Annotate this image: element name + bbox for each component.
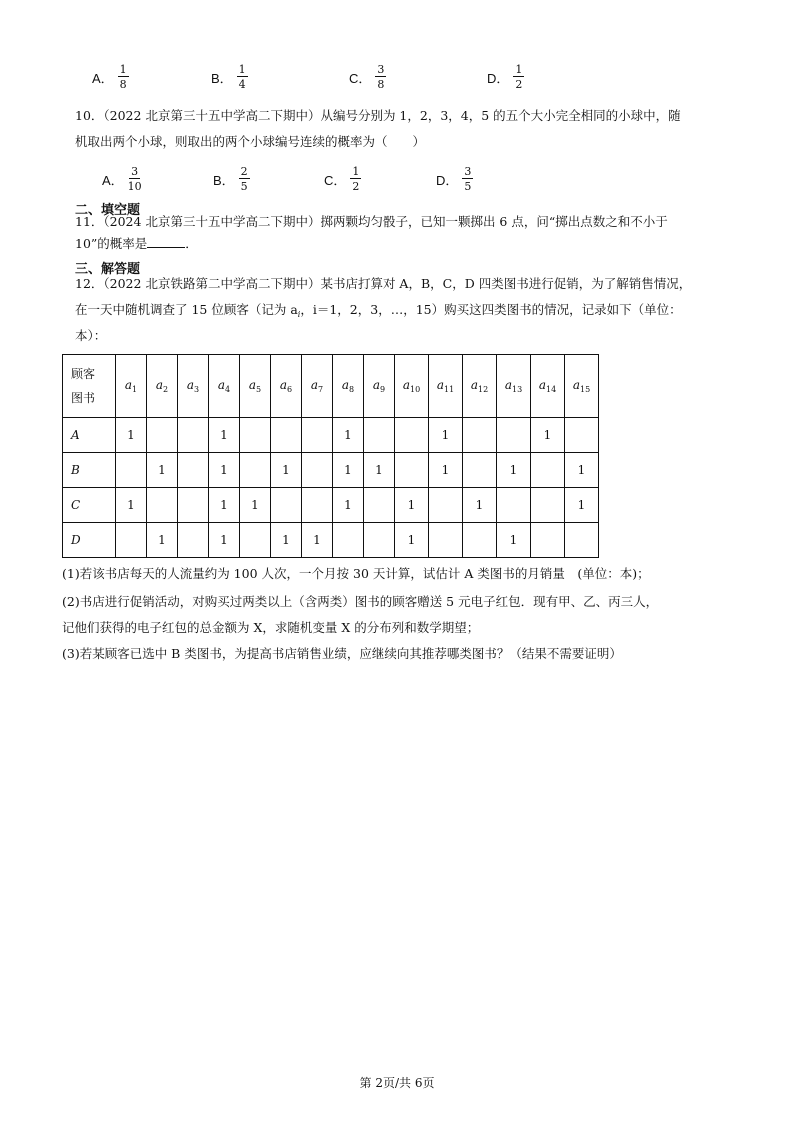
table-cell — [240, 453, 271, 488]
table-cell: 1 — [209, 488, 240, 523]
table-cell: 1 — [209, 453, 240, 488]
table-row — [63, 488, 599, 523]
table-corner: 顾客 图书 — [63, 355, 116, 418]
q10-option-b-fraction: $\frac{2}{5}$ — [240, 165, 248, 193]
table-cell: 1 — [209, 418, 240, 453]
table-cell: 1 — [429, 453, 463, 488]
q11-line1: 11．（2024 北京第三十五中学高二下期中）掷两颗均匀骰子，已知一颗掷出 6 点，问“掷出点数之和不小于 — [75, 214, 668, 229]
table-cell: 1 — [240, 488, 271, 523]
table-cell — [116, 523, 147, 558]
table-cell: 1 — [333, 418, 364, 453]
table-cell — [463, 523, 497, 558]
table-col-header: $a_{15}$ — [565, 355, 599, 418]
q9-option-c-fraction: $\frac{3}{8}$ — [377, 63, 385, 91]
table-cell — [429, 488, 463, 523]
table-cell: 1 — [271, 453, 302, 488]
table-row-header: A — [63, 418, 116, 453]
table-cell — [116, 453, 147, 488]
table-cell — [364, 488, 395, 523]
table-cell: 1 — [147, 523, 178, 558]
table-cell: 1 — [463, 488, 497, 523]
table-cell — [364, 418, 395, 453]
table-cell: 1 — [302, 523, 333, 558]
q10-line2: 机取出两个小球，则取出的两个小球编号连续的概率为（ ） — [75, 134, 426, 149]
q10-option-a: A． $\frac{3}{10}$ — [102, 165, 142, 193]
purchase-record-table — [62, 354, 599, 558]
table-cell — [497, 418, 531, 453]
table-header-row — [63, 355, 599, 418]
q12-line3: 本）： — [75, 328, 107, 343]
table-cell — [429, 523, 463, 558]
table-col-header: $a_3$ — [178, 355, 209, 418]
q9-option-b: B． $\frac{1}{4}$ — [211, 63, 246, 91]
q11-line2: 10”的概率是 ． — [75, 236, 198, 251]
q9-option-a-fraction: $\frac{1}{8}$ — [119, 63, 127, 91]
table-col-header: $a_9$ — [364, 355, 395, 418]
table-col-header: $a_{12}$ — [463, 355, 497, 418]
table-row — [63, 523, 599, 558]
table-cell: 1 — [333, 453, 364, 488]
table-cell — [531, 523, 565, 558]
q9-option-d-fraction: $\frac{1}{2}$ — [515, 63, 523, 91]
table-cell: 1 — [364, 453, 395, 488]
table-cell — [531, 488, 565, 523]
q12-line2: 在一天中随机调查了 15 位顾客（记为 $a_i$，i＝1，2，3，…，15）购买这四类图书的情况，记录如下（单位： — [75, 302, 682, 319]
q10-option-b: B． $\frac{2}{5}$ — [213, 165, 248, 193]
section-heading-fill-in: 二、填空题 — [75, 202, 141, 217]
q9-option-d: D． $\frac{1}{2}$ — [487, 63, 523, 91]
q9-option-b-fraction: $\frac{1}{4}$ — [238, 63, 246, 91]
table-cell: 1 — [209, 523, 240, 558]
table-cell — [147, 488, 178, 523]
table-cell — [240, 418, 271, 453]
table-cell — [178, 523, 209, 558]
q12-line1: 12．（2022 北京铁路第二中学高二下期中）某书店打算对 A，B，C，D 四类图书进行促销，为了解销售情况， — [75, 276, 692, 291]
table-col-header: $a_4$ — [209, 355, 240, 418]
table-cell — [302, 418, 333, 453]
table-col-header: $a_2$ — [147, 355, 178, 418]
table-cell — [395, 418, 429, 453]
table-row-header: B — [63, 453, 116, 488]
table-col-header: $a_{13}$ — [497, 355, 531, 418]
table-row-header: C — [63, 488, 116, 523]
q9-option-c: C． $\frac{3}{8}$ — [349, 63, 385, 91]
q10-option-d-fraction: $\frac{3}{5}$ — [464, 165, 472, 193]
table-col-header: $a_6$ — [271, 355, 302, 418]
answer-blank — [147, 235, 185, 248]
table-cell — [178, 488, 209, 523]
table-cell: 1 — [565, 453, 599, 488]
section-heading-answer: 三、解答题 — [75, 261, 141, 276]
q10-option-a-fraction: $\frac{3}{10}$ — [127, 165, 142, 193]
table-cell — [147, 418, 178, 453]
table-cell: 1 — [271, 523, 302, 558]
q10-option-d: D． $\frac{3}{5}$ — [436, 165, 472, 193]
table-cell: 1 — [116, 488, 147, 523]
q10-option-c: C． $\frac{1}{2}$ — [324, 165, 360, 193]
q12-part1: (1)若该书店每天的人流量约为 100 人次，一个月按 30 天计算，试估计 A 类图书的月销量 (单位：本)； — [62, 566, 650, 581]
table-cell — [364, 523, 395, 558]
table-col-header: $a_{11}$ — [429, 355, 463, 418]
page-footer: 第 2页/共 6页 — [359, 1076, 435, 1090]
table-cell: 1 — [497, 523, 531, 558]
q12-part2-line2: 记他们获得的电子红包的总金额为 X，求随机变量 X 的分布列和数学期望； — [62, 620, 480, 635]
q12-part3: (3)若某顾客已选中 B 类图书，为提高书店销售业绩，应继续向其推荐哪类图书？（结果不需要证明） — [62, 646, 622, 661]
q12-part2-line1: (2)书店进行促销活动，对购买过两类以上（含两类）图书的顾客赠送 5 元电子红包．现有甲、乙、丙三人， — [62, 594, 659, 609]
table-cell: 1 — [531, 418, 565, 453]
table-cell — [271, 418, 302, 453]
table-col-header: $a_7$ — [302, 355, 333, 418]
table-cell — [333, 523, 364, 558]
table-cell: 1 — [565, 488, 599, 523]
table-cell — [463, 453, 497, 488]
table-cell — [463, 418, 497, 453]
table-cell: 1 — [429, 418, 463, 453]
table-cell: 1 — [147, 453, 178, 488]
table-row — [63, 453, 599, 488]
table-cell — [240, 523, 271, 558]
table-col-header: $a_1$ — [116, 355, 147, 418]
table-col-header: $a_8$ — [333, 355, 364, 418]
table-cell: 1 — [395, 488, 429, 523]
table-col-header: $a_{14}$ — [531, 355, 565, 418]
table-cell — [178, 418, 209, 453]
table-cell — [302, 453, 333, 488]
table-cell — [531, 453, 565, 488]
table-cell — [565, 523, 599, 558]
table-cell: 1 — [395, 523, 429, 558]
q10-option-c-fraction: $\frac{1}{2}$ — [352, 165, 360, 193]
table-cell: 1 — [497, 453, 531, 488]
table-cell: 1 — [333, 488, 364, 523]
table-row-header: D — [63, 523, 116, 558]
table-row — [63, 418, 599, 453]
table-cell — [565, 418, 599, 453]
table-cell — [395, 453, 429, 488]
table-cell: 1 — [116, 418, 147, 453]
q10-line1: 10．（2022 北京第三十五中学高二下期中）从编号分别为 1，2，3，4，5 的五个大小完全相同的小球中，随 — [75, 108, 681, 123]
table-col-header: $a_5$ — [240, 355, 271, 418]
table-cell — [178, 453, 209, 488]
q9-option-a: A． $\frac{1}{8}$ — [92, 63, 127, 91]
table-col-header: $a_{10}$ — [395, 355, 429, 418]
table-cell — [497, 488, 531, 523]
table-cell — [302, 488, 333, 523]
table-cell — [271, 488, 302, 523]
